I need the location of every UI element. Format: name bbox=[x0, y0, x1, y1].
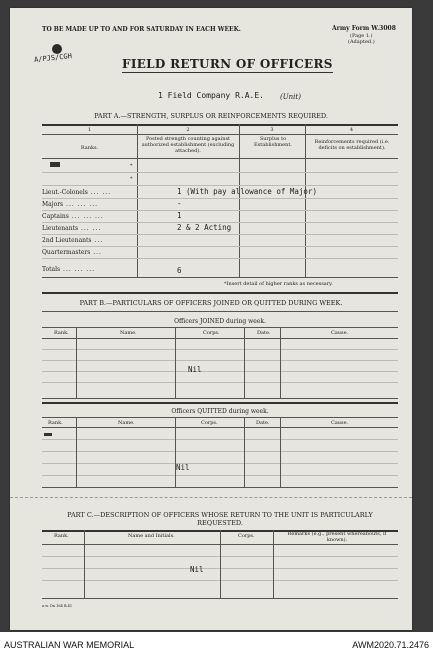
redaction-mark bbox=[44, 433, 52, 436]
joined-col-corps: Corps. bbox=[203, 330, 220, 336]
part-a-heading: PART A.—STRENGTH, SURPLUS OR REINFORCEMENTS REQUIRED. bbox=[94, 112, 328, 120]
col-number-1: 1 bbox=[87, 127, 92, 133]
footer-institution: AUSTRALIAN WAR MEMORIAL bbox=[4, 640, 135, 650]
part-a-footnote: *Insert detail of higher ranks as necessary. bbox=[224, 281, 333, 287]
rank-row: Majors ... ... ... bbox=[42, 201, 99, 208]
part-c-entry: Nil bbox=[190, 565, 204, 574]
totals-row: Totals ... ... ... bbox=[42, 266, 96, 273]
unit-label: (Unit) bbox=[280, 93, 301, 101]
part-b-heading: PART B.—PARTICULARS OF OFFICERS JOINED OR QUITTED DURING WEEK. bbox=[79, 299, 343, 307]
joined-col-date: Date. bbox=[257, 330, 271, 336]
part-c-heading: PART C.—DESCRIPTION OF OFFICERS WHOSE RETURN TO THE UNIT IS PARTICULARLY REQUESTED. bbox=[67, 511, 373, 527]
form-adapted: (Adapted.) bbox=[348, 39, 375, 45]
quitted-entry: Nil bbox=[176, 463, 190, 472]
printer-note: a.w. Dn 164 B.41 bbox=[42, 604, 73, 608]
strength-value: - bbox=[177, 199, 182, 208]
joined-col-cause: Cause. bbox=[331, 330, 349, 336]
part-c-col-remarks: Remarks (e.g., present whereabouts, if known). bbox=[287, 531, 387, 543]
part-c-col-rank: Rank. bbox=[54, 533, 69, 539]
quitted-title: Officers QUITTED during week. bbox=[171, 408, 269, 415]
joined-entry: Nil bbox=[188, 365, 202, 374]
part-c-col-corps: Corps. bbox=[238, 533, 255, 539]
rank-row: Lieut.-Colonels ... ... bbox=[42, 189, 112, 196]
quitted-col-date: Date. bbox=[256, 420, 270, 426]
joined-title: Officers JOINED during week. bbox=[174, 318, 266, 325]
form-number: Army Form W.3008 bbox=[332, 25, 396, 32]
col-number-4: 4 bbox=[349, 127, 354, 133]
file-reference: A/PJS/CGH bbox=[33, 52, 73, 64]
rank-row: Quartermasters ... bbox=[42, 249, 102, 256]
quitted-col-name: Name. bbox=[118, 420, 135, 426]
totals-value: 6 bbox=[177, 266, 182, 275]
asterisk: * bbox=[130, 176, 133, 182]
perforation-line bbox=[10, 497, 412, 498]
quitted-col-rank: Rank. bbox=[48, 420, 63, 426]
footer-accession: AWM2020.71.2476 bbox=[352, 640, 429, 650]
asterisk: * bbox=[130, 163, 133, 169]
rank-row: Captains ... ... ... bbox=[42, 213, 104, 220]
unit-value: 1 Field Company R.A.E. bbox=[158, 91, 264, 100]
strength-value: 1 (With pay allowance of Major) bbox=[177, 187, 317, 196]
form-sheet bbox=[10, 8, 412, 630]
col-head-strength: Posted strength counting against authorized establishment (excluding attached). bbox=[141, 136, 235, 154]
quitted-col-corps: Corps. bbox=[201, 420, 218, 426]
col-head-reinforcements: Reinforcements required (i.e. deficits on establishment). bbox=[314, 139, 390, 151]
col-head-surplus: Surplus to Establishment. bbox=[254, 136, 292, 148]
footer-bar bbox=[0, 632, 433, 653]
strength-value: 1 bbox=[177, 211, 182, 220]
redaction-mark bbox=[50, 162, 60, 167]
strength-value: 2 & 2 Acting bbox=[177, 223, 232, 232]
page-title: FIELD RETURN OF OFFICERS bbox=[122, 57, 333, 71]
joined-col-rank: Rank. bbox=[54, 330, 69, 336]
rank-row: 2nd Lieutenants ... bbox=[42, 237, 104, 244]
col-number-2: 2 bbox=[186, 127, 190, 133]
make-up-note: TO BE MADE UP TO AND FOR SATURDAY IN EACH WEEK. bbox=[42, 26, 241, 33]
part-c-col-name: Name and Initials. bbox=[128, 533, 175, 539]
joined-col-name: Name. bbox=[120, 330, 137, 336]
col-number-3: 3 bbox=[270, 127, 274, 133]
quitted-col-cause: Cause. bbox=[331, 420, 349, 426]
rank-row: Lieutenants ... ... bbox=[42, 225, 102, 232]
col-head-ranks: Ranks. bbox=[80, 145, 99, 151]
form-page: (Page 1.) bbox=[350, 33, 373, 39]
